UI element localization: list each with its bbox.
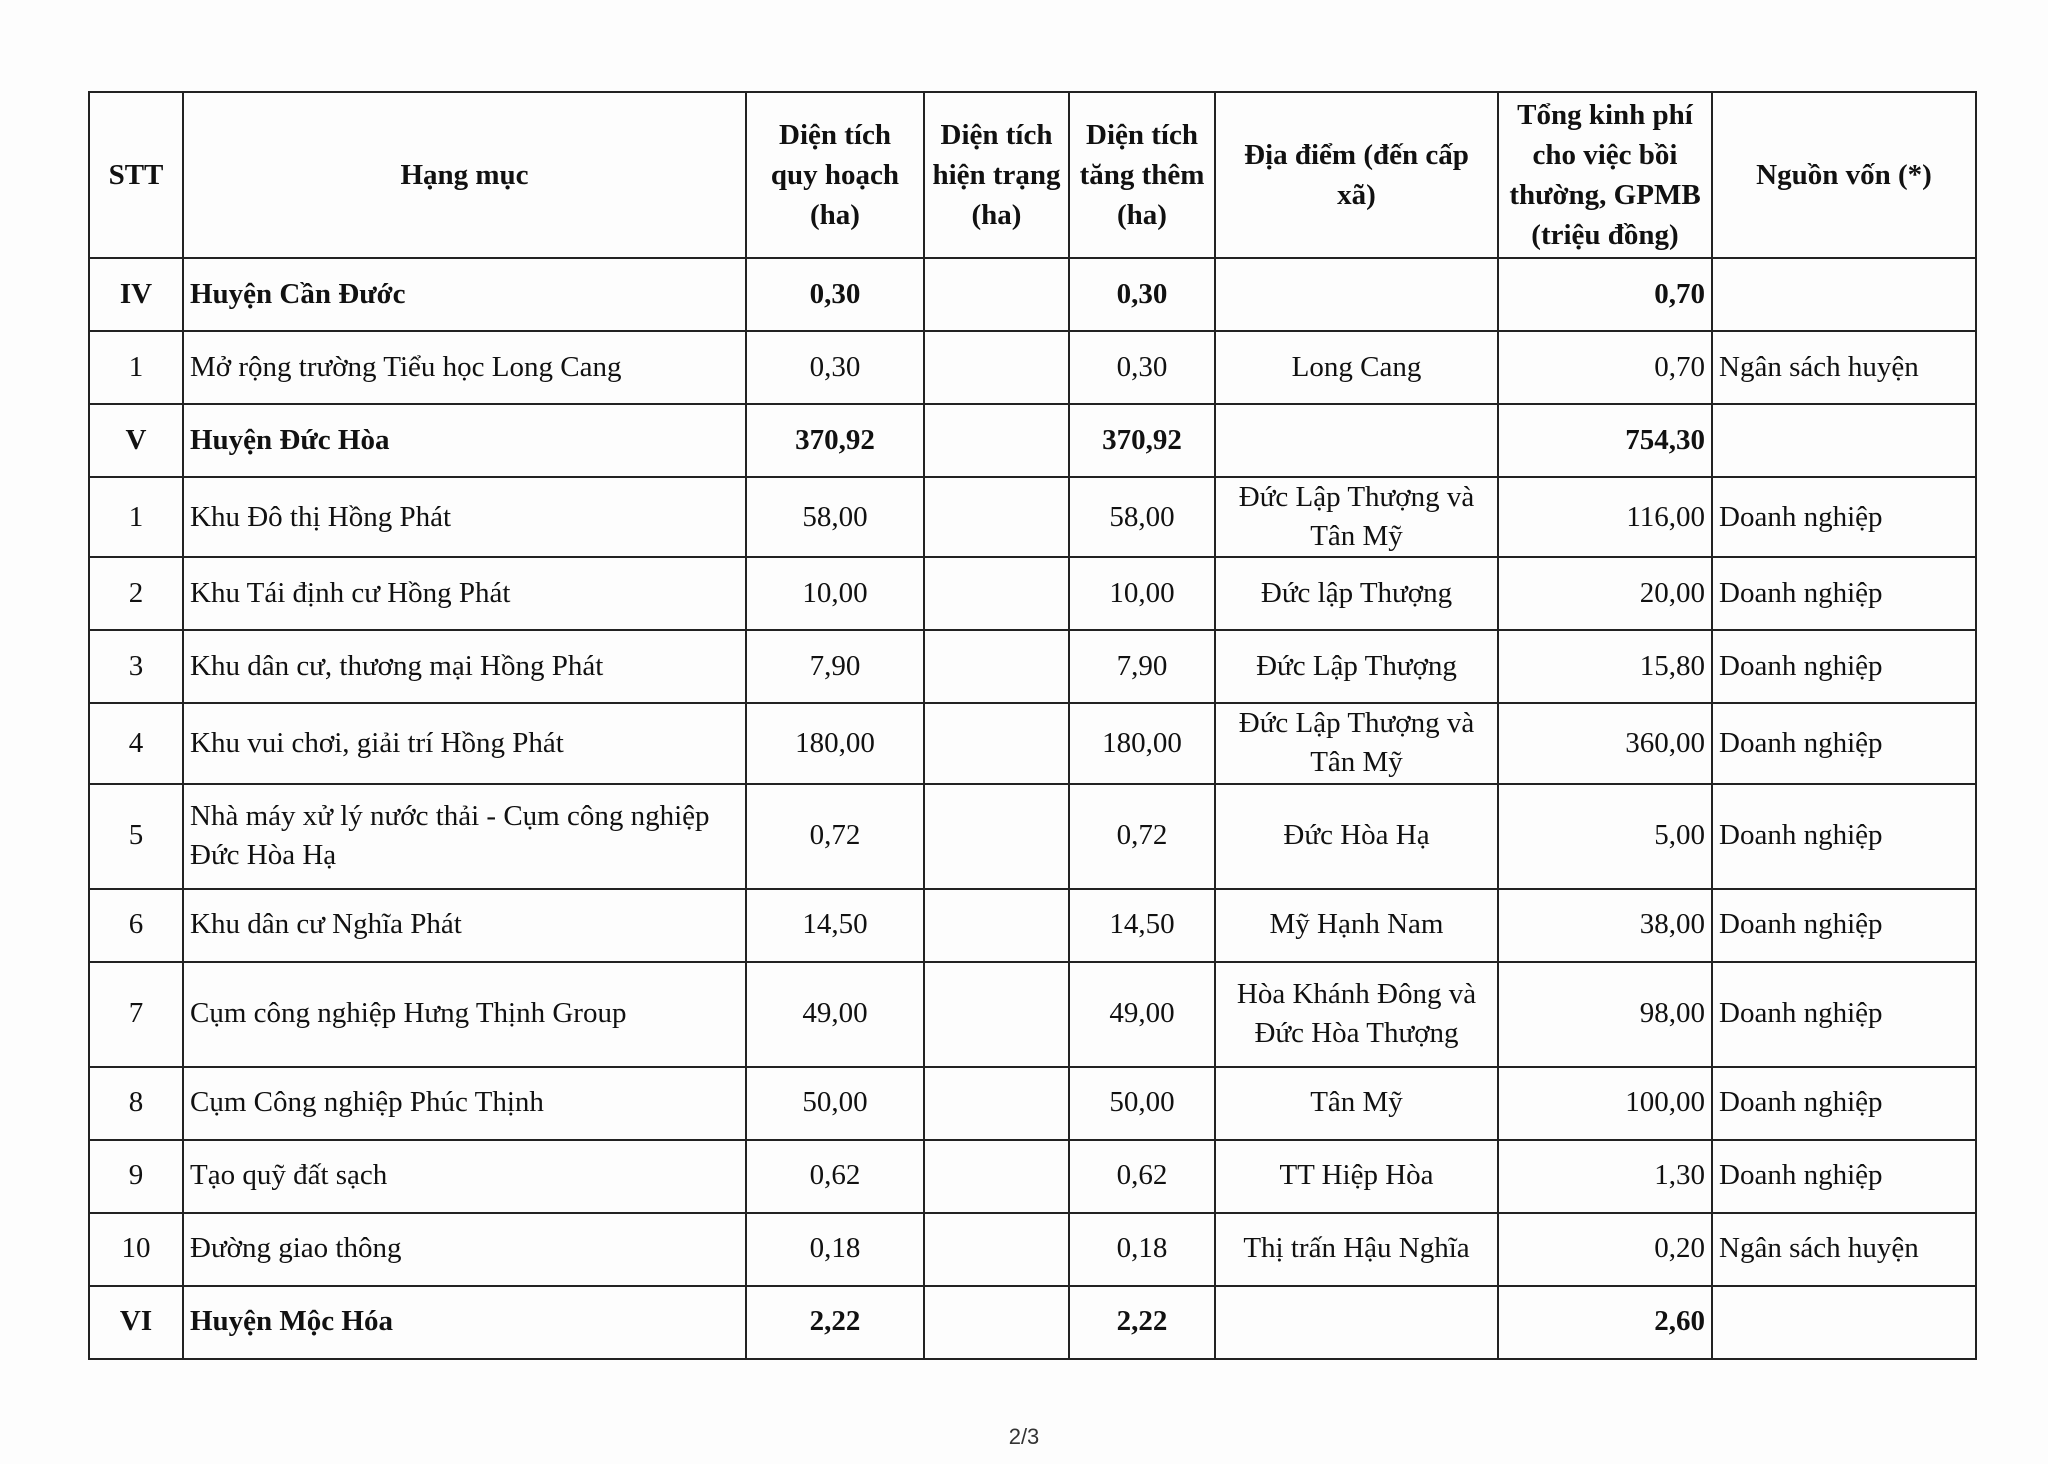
table-row [89,889,1976,962]
cell-quy-hoach: 0,62 [746,1140,924,1213]
cell-kinh-phi: 15,80 [1498,630,1712,703]
cell-quy-hoach: 58,00 [746,477,924,557]
cell-kinh-phi: 0,20 [1498,1213,1712,1286]
table-row [89,557,1976,630]
header-dt-quy-hoach: Diện tích quy hoạch (ha) [746,92,924,258]
table-row [89,404,1976,477]
cell-hien-trang [924,404,1069,477]
header-nguon-von: Nguồn vốn (*) [1712,92,1976,258]
cell-nguon-von: Doanh nghiệp [1712,703,1976,783]
cell-kinh-phi: 0,70 [1498,331,1712,404]
cell-kinh-phi: 98,00 [1498,962,1712,1067]
cell-nguon-von: Doanh nghiệp [1712,1140,1976,1213]
cell-name: Huyện Cần Đước [183,258,746,331]
cell-stt: 1 [89,477,183,557]
cell-quy-hoach: 0,30 [746,258,924,331]
cell-quy-hoach: 50,00 [746,1067,924,1140]
cell-nguon-von: Ngân sách huyện [1712,1213,1976,1286]
cell-nguon-von: Doanh nghiệp [1712,962,1976,1067]
table-row [89,703,1976,783]
cell-quy-hoach: 49,00 [746,962,924,1067]
cell-kinh-phi: 116,00 [1498,477,1712,557]
header-dia-diem: Địa điểm (đến cấp xã) [1215,92,1498,258]
cell-kinh-phi: 754,30 [1498,404,1712,477]
cell-name: Tạo quỹ đất sạch [183,1140,746,1213]
header-dt-tang-them: Diện tích tăng thêm (ha) [1069,92,1215,258]
header-stt: STT [89,92,183,258]
cell-tang-them: 49,00 [1069,962,1215,1067]
cell-name: Huyện Mộc Hóa [183,1286,746,1359]
cell-quy-hoach: 0,30 [746,331,924,404]
cell-stt: 7 [89,962,183,1067]
cell-stt: 9 [89,1140,183,1213]
cell-quy-hoach: 0,18 [746,1213,924,1286]
cell-nguon-von: Doanh nghiệp [1712,784,1976,889]
cell-stt: V [89,404,183,477]
cell-stt: 10 [89,1213,183,1286]
cell-dia-diem: Đức lập Thượng [1215,557,1498,630]
table-header-row [89,92,1976,258]
cell-hien-trang [924,331,1069,404]
cell-hien-trang [924,889,1069,962]
cell-quy-hoach: 14,50 [746,889,924,962]
table-row [89,331,1976,404]
cell-dia-diem: Đức Lập Thượng và Tân Mỹ [1215,477,1498,557]
cell-kinh-phi: 2,60 [1498,1286,1712,1359]
cell-tang-them: 0,30 [1069,258,1215,331]
cell-stt: 8 [89,1067,183,1140]
cell-kinh-phi: 100,00 [1498,1067,1712,1140]
cell-hien-trang [924,630,1069,703]
cell-dia-diem: Đức Lập Thượng [1215,630,1498,703]
cell-tang-them: 370,92 [1069,404,1215,477]
page-number: 2/3 [1008,1424,1040,1449]
cell-kinh-phi: 1,30 [1498,1140,1712,1213]
cell-kinh-phi: 5,00 [1498,784,1712,889]
cell-dia-diem: Tân Mỹ [1215,1067,1498,1140]
cell-name: Khu dân cư, thương mại Hồng Phát [183,630,746,703]
cell-kinh-phi: 0,70 [1498,258,1712,331]
cell-hien-trang [924,1286,1069,1359]
table-row [89,1140,1976,1213]
cell-nguon-von: Doanh nghiệp [1712,630,1976,703]
table-row [89,1213,1976,1286]
cell-name: Đường giao thông [183,1213,746,1286]
cell-name: Huyện Đức Hòa [183,404,746,477]
cell-dia-diem: TT Hiệp Hòa [1215,1140,1498,1213]
table-row [89,1286,1976,1359]
cell-stt: 4 [89,703,183,783]
cell-hien-trang [924,784,1069,889]
cell-tang-them: 2,22 [1069,1286,1215,1359]
cell-hien-trang [924,962,1069,1067]
cell-dia-diem: Thị trấn Hậu Nghĩa [1215,1213,1498,1286]
cell-name: Khu vui chơi, giải trí Hồng Phát [183,703,746,783]
cell-quy-hoach: 10,00 [746,557,924,630]
cell-stt: 1 [89,331,183,404]
cell-quy-hoach: 2,22 [746,1286,924,1359]
cell-hien-trang [924,1067,1069,1140]
cell-dia-diem [1215,1286,1498,1359]
header-hang-muc: Hạng mục [183,92,746,258]
table-row [89,630,1976,703]
cell-stt: 5 [89,784,183,889]
table-row [89,258,1976,331]
header-tong-kinh-phi: Tổng kinh phí cho việc bồi thường, GPMB (triệu đồng) [1498,92,1712,258]
cell-nguon-von: Doanh nghiệp [1712,477,1976,557]
cell-hien-trang [924,1140,1069,1213]
cell-name: Cụm công nghiệp Hưng Thịnh Group [183,962,746,1067]
cell-dia-diem: Đức Lập Thượng và Tân Mỹ [1215,703,1498,783]
cell-dia-diem: Hòa Khánh Đông và Đức Hòa Thượng [1215,962,1498,1067]
cell-stt: 3 [89,630,183,703]
cell-nguon-von [1712,1286,1976,1359]
cell-hien-trang [924,557,1069,630]
cell-tang-them: 180,00 [1069,703,1215,783]
cell-hien-trang [924,477,1069,557]
cell-name: Mở rộng trường Tiểu học Long Cang [183,331,746,404]
header-dt-hien-trang: Diện tích hiện trạng (ha) [924,92,1069,258]
cell-nguon-von: Doanh nghiệp [1712,1067,1976,1140]
cell-hien-trang [924,703,1069,783]
cell-tang-them: 58,00 [1069,477,1215,557]
cell-nguon-von: Ngân sách huyện [1712,331,1976,404]
cell-dia-diem [1215,404,1498,477]
cell-quy-hoach: 0,72 [746,784,924,889]
cell-name: Khu Tái định cư Hồng Phát [183,557,746,630]
cell-stt: 2 [89,557,183,630]
cell-dia-diem: Mỹ Hạnh Nam [1215,889,1498,962]
cell-nguon-von [1712,404,1976,477]
cell-tang-them: 50,00 [1069,1067,1215,1140]
cell-tang-them: 10,00 [1069,557,1215,630]
cell-tang-them: 0,72 [1069,784,1215,889]
cell-hien-trang [924,1213,1069,1286]
cell-kinh-phi: 360,00 [1498,703,1712,783]
cell-dia-diem: Long Cang [1215,331,1498,404]
cell-stt: 6 [89,889,183,962]
cell-dia-diem [1215,258,1498,331]
table-row [89,477,1976,557]
table-row [89,962,1976,1067]
cell-nguon-von [1712,258,1976,331]
cell-stt: IV [89,258,183,331]
cell-name: Khu Đô thị Hồng Phát [183,477,746,557]
cell-quy-hoach: 180,00 [746,703,924,783]
cell-name: Khu dân cư Nghĩa Phát [183,889,746,962]
cell-kinh-phi: 20,00 [1498,557,1712,630]
cell-nguon-von: Doanh nghiệp [1712,889,1976,962]
cell-tang-them: 0,30 [1069,331,1215,404]
cell-nguon-von: Doanh nghiệp [1712,557,1976,630]
table-row [89,1067,1976,1140]
cell-tang-them: 0,62 [1069,1140,1215,1213]
land-use-table [88,91,1977,1360]
table-row [89,784,1976,889]
cell-hien-trang [924,258,1069,331]
cell-tang-them: 7,90 [1069,630,1215,703]
cell-dia-diem: Đức Hòa Hạ [1215,784,1498,889]
cell-quy-hoach: 7,90 [746,630,924,703]
cell-name: Nhà máy xử lý nước thải - Cụm công nghiệp Đức Hòa Hạ [183,784,746,889]
cell-tang-them: 14,50 [1069,889,1215,962]
cell-quy-hoach: 370,92 [746,404,924,477]
cell-name: Cụm Công nghiệp Phúc Thịnh [183,1067,746,1140]
cell-stt: VI [89,1286,183,1359]
cell-tang-them: 0,18 [1069,1213,1215,1286]
cell-kinh-phi: 38,00 [1498,889,1712,962]
